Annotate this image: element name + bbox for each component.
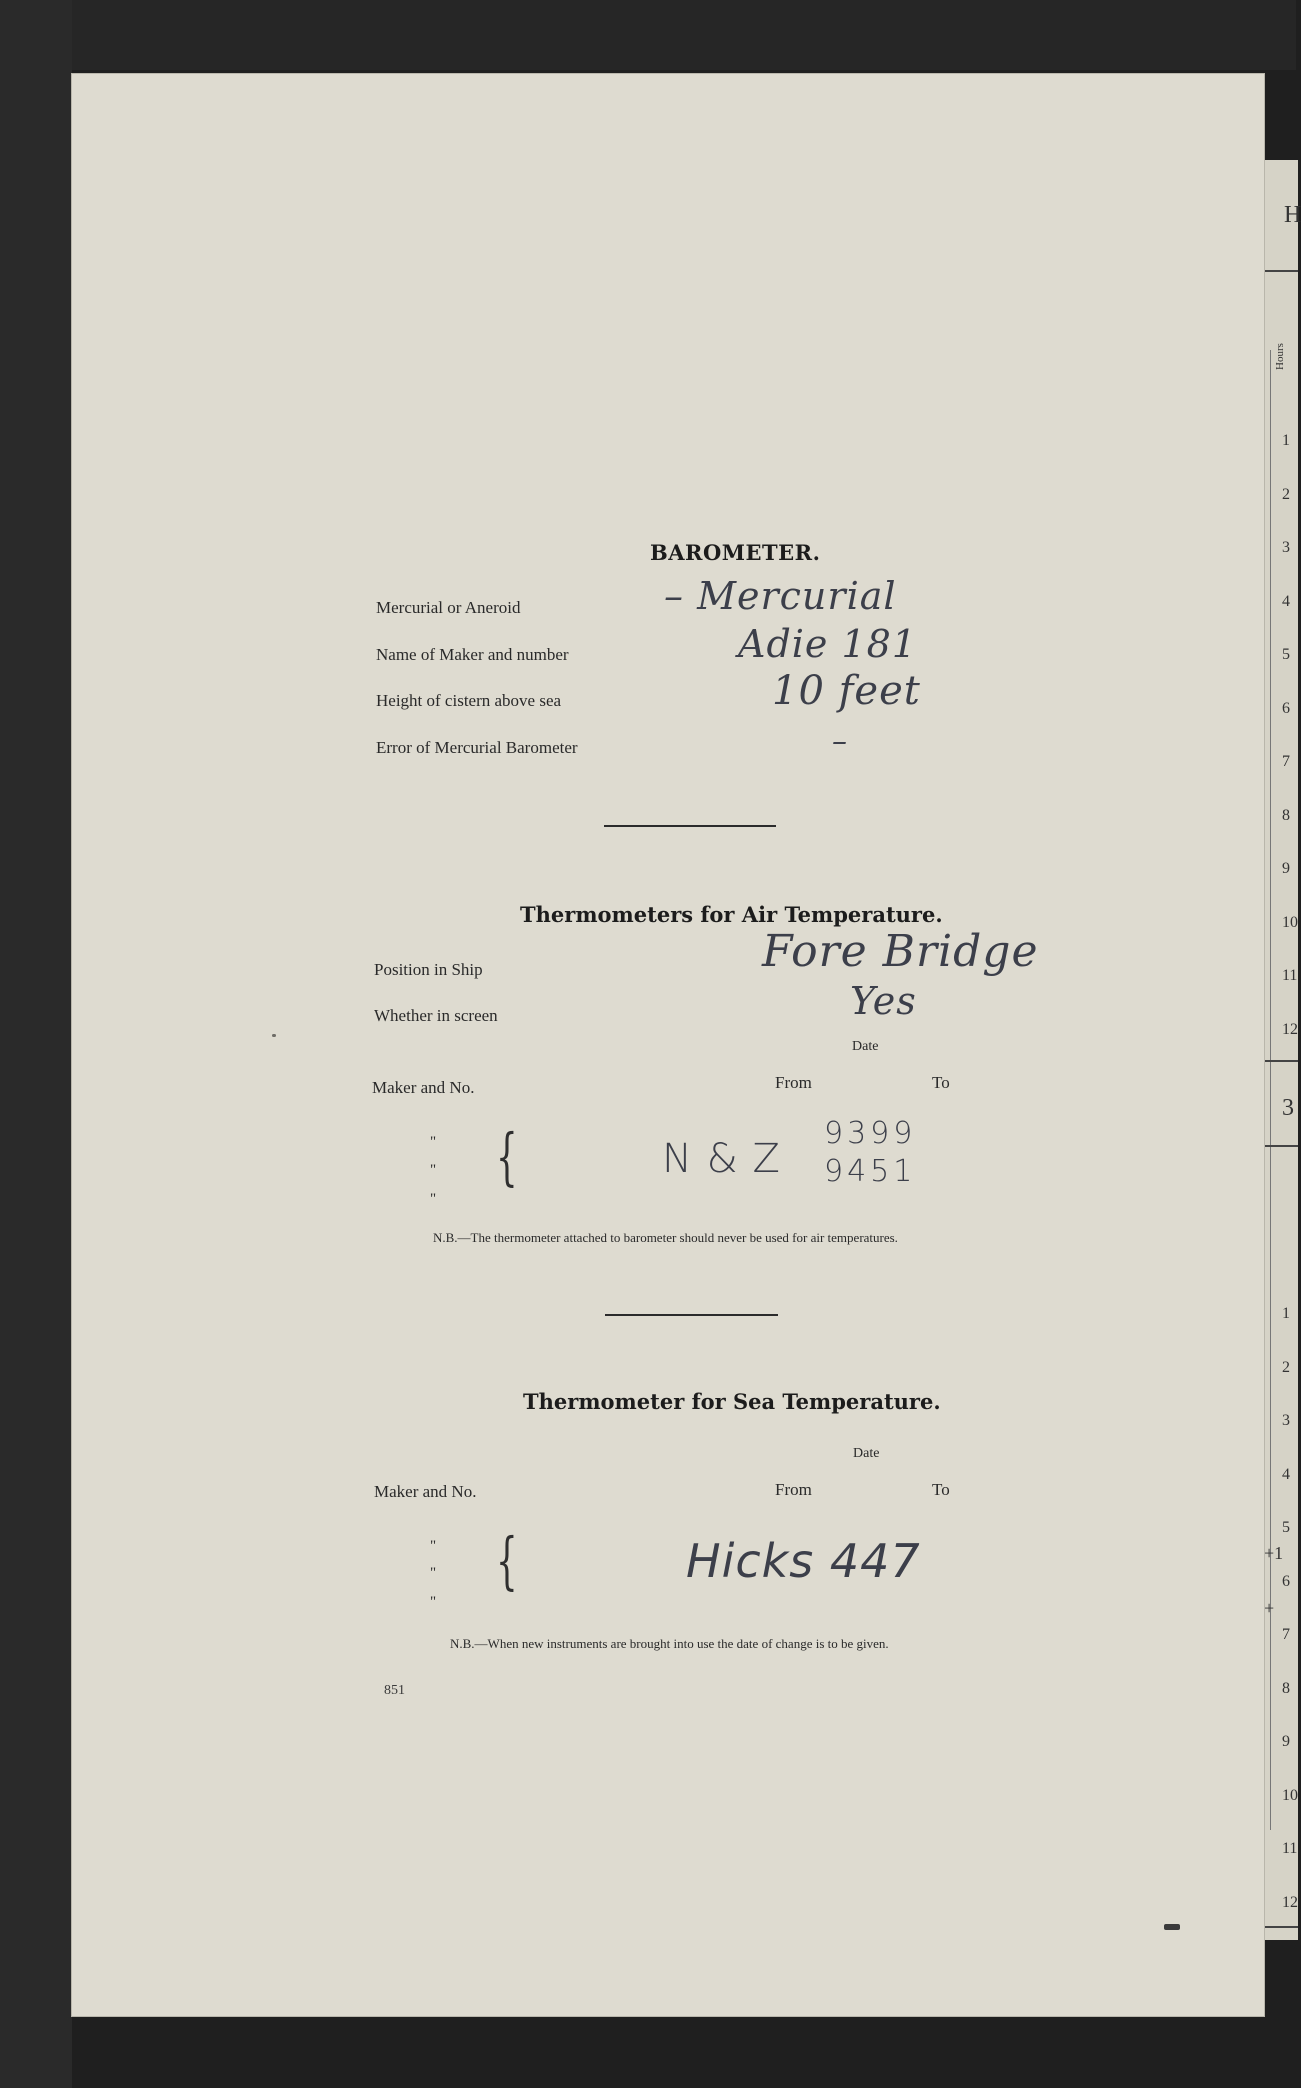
next-page-row-number: 3	[1282, 1412, 1290, 1429]
next-page-row-number: 4	[1282, 592, 1290, 610]
form-page	[72, 74, 1264, 2016]
air-from-label: From	[775, 1073, 812, 1092]
sea-note: N.B.—When new instruments are brought into use the date of change is to be given.	[450, 1636, 889, 1651]
position-in-ship-value: Fore Bridge	[762, 926, 1039, 977]
next-page-row-number: 7	[1282, 753, 1290, 770]
barometer-type-label: Mercurial or Aneroid	[376, 598, 521, 617]
sea-from-label: From	[775, 1480, 812, 1499]
next-page-row-number: 9	[1282, 860, 1290, 877]
next-page-row-number: 12	[1282, 1020, 1298, 1038]
section-divider	[605, 1314, 778, 1316]
barometer-height-value: 10 feet	[772, 668, 921, 714]
ditto-mark: "	[430, 1538, 437, 1554]
paper-speck	[272, 1034, 276, 1037]
next-page-header-fragment: H	[1284, 202, 1301, 228]
air-note: N.B.—The thermometer attached to barometer should never be used for air temperatures.	[433, 1230, 898, 1245]
sea-date-label: Date	[853, 1446, 880, 1461]
brace-icon: {	[496, 1524, 518, 1597]
position-in-ship-label: Position in Ship	[374, 960, 483, 979]
ditto-mark: "	[430, 1191, 437, 1207]
paper-speck	[1164, 1924, 1180, 1930]
next-page-middle-fragment: 3	[1282, 1095, 1294, 1121]
next-page-row-number: 8	[1282, 1679, 1290, 1697]
next-page-row-number: 2	[1282, 1358, 1290, 1376]
ditto-mark: "	[430, 1162, 437, 1178]
next-page-row-number: 1	[1282, 432, 1290, 449]
barometer-maker-label: Name of Maker and number	[376, 645, 569, 664]
next-page-mark: +	[1264, 1598, 1275, 1618]
section-divider	[604, 825, 776, 827]
brace-icon: {	[496, 1120, 518, 1193]
scanner-background-top	[0, 0, 1296, 70]
sea-to-label: To	[932, 1480, 950, 1499]
barometer-maker-value: Adie 181	[738, 622, 918, 666]
barometer-error-label: Error of Mercurial Barometer	[376, 738, 578, 757]
next-page-hours-label: Hours	[1274, 343, 1286, 370]
sea-maker-value: Hicks 447	[686, 1534, 921, 1588]
air-maker-value: N & Z	[662, 1136, 781, 1182]
next-page-row-number: 9	[1282, 1733, 1290, 1750]
next-page-row-number: 10	[1282, 913, 1298, 931]
next-page-edge	[1262, 160, 1301, 1940]
whether-in-screen-value: Yes	[850, 979, 917, 1023]
air-thermometer-number-1: 9399	[824, 1116, 917, 1151]
barometer-height-label: Height of cistern above sea	[376, 691, 562, 710]
air-thermometer-heading: Thermometers for Air Temperature.	[520, 902, 943, 927]
ditto-mark: "	[430, 1565, 437, 1581]
next-page-row-number: 2	[1282, 485, 1290, 503]
next-page-row-number: 12	[1282, 1893, 1298, 1911]
next-page-row-number: 5	[1282, 646, 1290, 663]
next-page-row-number: 11	[1282, 967, 1298, 984]
next-page-row-number: 1	[1282, 1305, 1290, 1322]
air-maker-label: Maker and No.	[372, 1078, 475, 1097]
next-page-row-number: 7	[1282, 1626, 1290, 1643]
barometer-type-value: – Mercurial	[664, 574, 897, 618]
next-page-row-number: 3	[1282, 539, 1290, 556]
next-page-rule	[1264, 1926, 1298, 1928]
sea-maker-label: Maker and No.	[374, 1482, 477, 1501]
next-page-row-number: 4	[1282, 1465, 1290, 1483]
next-page-rule	[1264, 1145, 1298, 1147]
air-date-label: Date	[852, 1039, 879, 1054]
air-thermometer-number-2: 9451	[824, 1154, 917, 1189]
barometer-error-value: –	[832, 724, 848, 759]
next-page-mark: +1	[1264, 1543, 1284, 1563]
form-print-code: 851	[384, 1683, 405, 1698]
ditto-mark: "	[430, 1594, 437, 1610]
next-page-row-number: 6	[1282, 1572, 1290, 1590]
barometer-heading: BAROMETER.	[650, 540, 821, 565]
next-page-row-number: 5	[1282, 1519, 1290, 1536]
next-page-row-number: 10	[1282, 1786, 1298, 1804]
next-page-row-number: 6	[1282, 699, 1290, 717]
sea-thermometer-heading: Thermometer for Sea Temperature.	[523, 1389, 941, 1414]
ditto-mark: "	[430, 1134, 437, 1150]
whether-in-screen-label: Whether in screen	[374, 1006, 498, 1025]
next-page-row-number: 8	[1282, 806, 1290, 824]
next-page-rule	[1264, 270, 1298, 272]
scanner-background-left	[0, 0, 72, 2088]
next-page-row-number: 11	[1282, 1840, 1298, 1857]
next-page-rule	[1264, 1060, 1298, 1062]
air-to-label: To	[932, 1073, 950, 1092]
